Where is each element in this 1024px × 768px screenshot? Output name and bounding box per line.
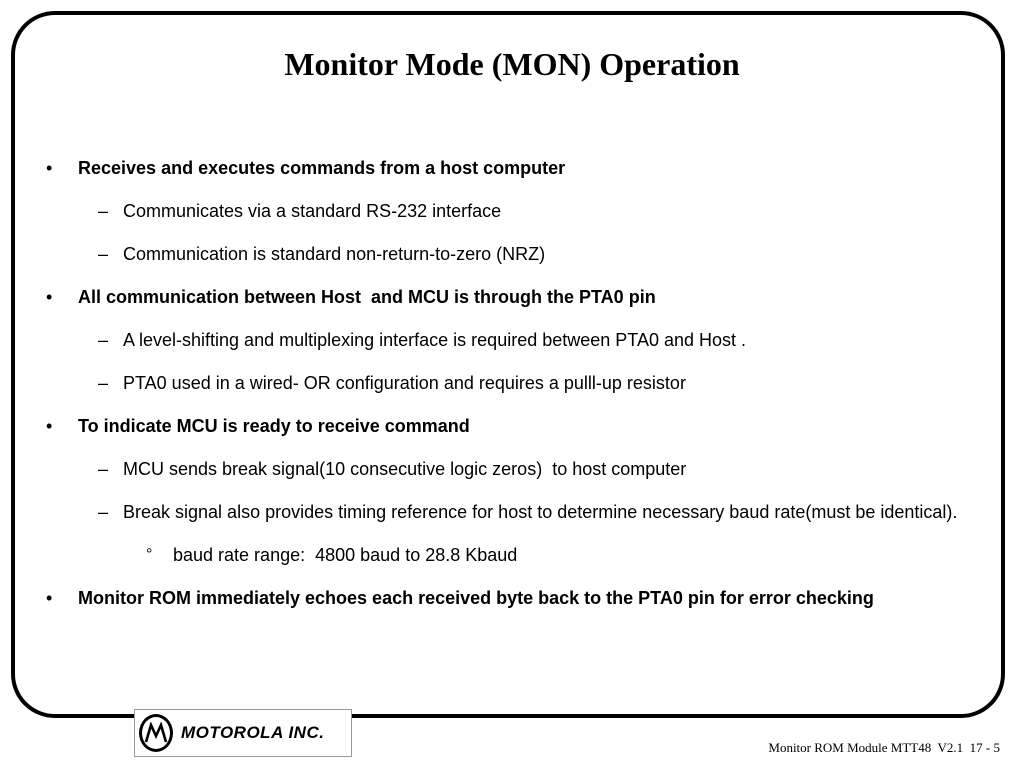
dash-marker: – (98, 502, 109, 522)
sub-bullet-item (42, 365, 977, 401)
sub-bullet-text: Break signal also provides timing reference for host to determine necessary baud rate(must be identical). (123, 502, 958, 522)
bullet-text: Monitor ROM immediately echoes each received byte back to the PTA0 pin for error checking (78, 588, 874, 608)
bullet-item (42, 150, 977, 186)
sub-bullet-item (42, 494, 977, 530)
sub-bullet-item (42, 193, 977, 229)
bullet-marker: • (46, 416, 53, 436)
sub-sub-bullet-text: baud rate range: 4800 baud to 28.8 Kbaud (173, 545, 518, 565)
slide-title: Monitor Mode (MON) Operation (284, 46, 740, 82)
logo-wordmark: MOTOROLA INC. (181, 723, 325, 742)
sub-bullet-item (42, 236, 977, 272)
bullet-item (42, 580, 977, 616)
bullet-text: To indicate MCU is ready to receive command (78, 416, 470, 436)
sub-bullet-item (42, 451, 977, 487)
bullet-marker: • (46, 588, 53, 608)
motorola-logo (134, 709, 352, 757)
bullet-list (42, 150, 977, 616)
slide-footer: Monitor ROM Module MTT48 V2.1 17 - 5 (768, 740, 1000, 755)
dash-marker: – (98, 330, 109, 350)
bullet-marker: • (46, 287, 53, 307)
bullet-marker: • (46, 158, 53, 178)
bullet-text: Receives and executes commands from a host computer (78, 158, 566, 178)
dash-marker: – (98, 244, 109, 264)
sub-bullet-text: PTA0 used in a wired- OR configuration and requires a pulll-up resistor (123, 373, 686, 393)
bullet-item (42, 279, 977, 315)
degree-marker: ° (146, 546, 153, 563)
dash-marker: – (98, 201, 109, 221)
sub-bullet-text: Communication is standard non-return-to-zero (NRZ) (123, 244, 546, 264)
sub-bullet-text: Communicates via a standard RS-232 interface (123, 201, 502, 221)
sub-sub-bullet-item (42, 537, 977, 573)
dash-marker: – (98, 373, 109, 393)
sub-bullet-text: A level-shifting and multiplexing interface is required between PTA0 and Host . (123, 330, 747, 350)
dash-marker: – (98, 459, 109, 479)
bullet-text: All communication between Host and MCU is through the PTA0 pin (78, 287, 656, 307)
sub-bullet-text: MCU sends break signal(10 consecutive logic zeros) to host computer (123, 459, 687, 479)
motorola-batwing-icon (139, 714, 173, 752)
bullet-item (42, 408, 977, 444)
sub-bullet-item (42, 322, 977, 358)
